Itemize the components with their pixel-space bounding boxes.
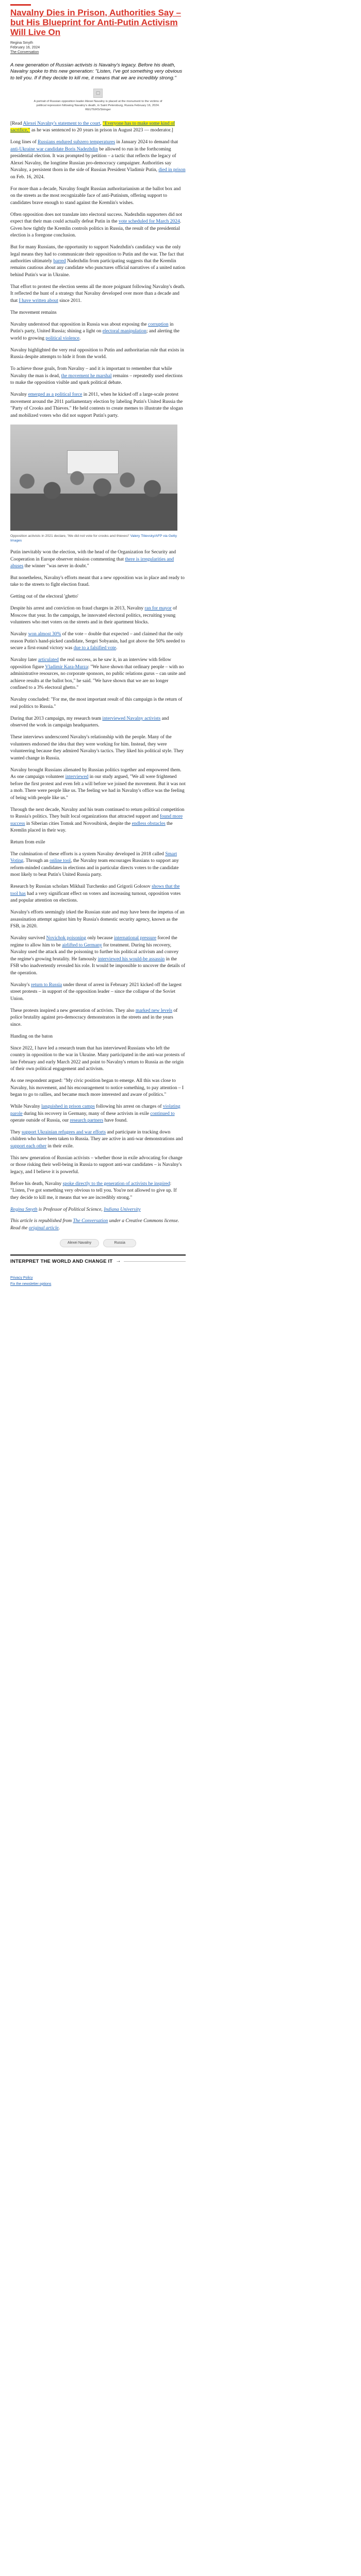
paragraph-text: have found. — [103, 1118, 128, 1123]
paragraph-text: on Feb. 16, 2024. — [10, 174, 45, 180]
paragraph-text: [Read — [10, 121, 23, 126]
paragraph-text: Before his death, Navalny — [10, 1181, 63, 1187]
paragraph-text: during his recovery in Germany, many of these activists in exile — [22, 1111, 151, 1116]
paragraph-text: Navalny understood that opposition in Russia was about exposing the — [10, 321, 149, 327]
article-column — [10, 0, 186, 1287]
body-paragraph — [10, 631, 186, 652]
paragraph-text: of the vote – double that expected – and claimed that the only reason Putin's hand-picked candidate, Sergei Sobyanin, had got above the 50% needed to secure a first-round victory was — [10, 632, 185, 651]
inline-link[interactable]: airlifted to Germany — [62, 942, 102, 948]
paragraph-text: since 2011. — [58, 298, 82, 303]
promo-divider — [10, 1255, 186, 1256]
lead-photo-caption: A portrait of Russian opposition leader Alexei Navalny is placed at the monument to the victims of political repression following Navalny's death, in Saint Petersburg, Russia February 16, 2024. REUTERS/Stringer — [34, 100, 162, 111]
promo-banner[interactable] — [10, 1258, 186, 1265]
paragraph-text: But for many Russians, the opportunity to support Nadezhdin's candidacy was the only legal means they had to communicate their opposition to Putin and the war. The fact that authorities ultimately — [10, 245, 184, 264]
body-paragraph — [10, 284, 186, 304]
body-paragraph — [10, 575, 186, 589]
footnote-mid: under a Creative Commons license. Read the — [10, 1218, 179, 1231]
paragraph-text: . — [116, 646, 118, 651]
protest-photo-caption — [10, 534, 186, 543]
paragraph-text: These interviews underscored Navalny's relationship with the people. Many of the volunteers endorsed the idea that they were working for him. Instead, they were volunteering because they admired Navalny's tactics. They liked his political style. They wanted change in Russia. — [10, 735, 184, 761]
protest-photo-caption-text: Opposition activists in 2021 declare, 'We did not vote for crooks and thieves!' — [10, 534, 130, 538]
paragraph-text: in 2011, when he kicked off a large-scale protest movement around the 2011 parliamentary election by labeling Putin's United Russia the "Party of Crooks and Thieves." He held contests to create memes to illustrate the slogan and mobilized voters who did not support Putin's party. — [10, 392, 183, 418]
inline-link[interactable]: barred — [53, 259, 66, 264]
body-paragraph — [10, 321, 186, 342]
body-paragraph — [10, 734, 186, 762]
body-paragraph — [10, 716, 186, 730]
privacy-policy-link[interactable]: Privacy Policy — [10, 1276, 33, 1280]
footnote-prefix: This article is republished from — [10, 1218, 73, 1224]
inline-link[interactable]: articulated — [38, 657, 59, 663]
paragraph-text: For more than a decade, Navalny fought Russian authoritarianism at the ballot box and on the streets as the most recognizable face of anti-Putinism, offering support to candidates brave enough to stand against the Kremlin's wishes. — [10, 186, 181, 206]
inline-link[interactable]: shows that the tool has — [10, 884, 180, 896]
paragraph-text: in our study argued, "We all were frightened before the first protest and even felt a will before we joined the movement. But it was not a mob. There were people like us. The feeling we had in Navalny's office was the feeling of being with people like us." — [10, 774, 186, 801]
republish-footnote — [10, 1218, 186, 1232]
paragraph-text: To achieve those goals, from Navalny – and it is important to remember that while Navalny the man is dead, — [10, 366, 172, 379]
body-paragraph — [10, 839, 186, 846]
paragraph-text: Through the next decade, Navalny and his team continued to return political competition to Russia's politics. They built local organizations that attracted support and — [10, 807, 185, 820]
promo-title[interactable]: INTERPRET THE WORLD AND CHANGE IT — [10, 1258, 113, 1264]
paragraph-text: : "We have shown that ordinary people – with no administrative resources, no corporate sponsors, no public relations gurus – can unite and achieve results at the ballot box," he said. "We have shown that we are no longer confined to a 3% electoral ghetto." — [10, 664, 186, 691]
paragraph-text: remains – repeatedly used elections to make the opposition visible and spark political debate. — [10, 373, 183, 386]
body-paragraph — [10, 366, 186, 386]
paragraph-text: Navalny brought Russians alienated by Russian politics together and empowered them. As one campaign volunteer — [10, 767, 182, 780]
inline-link[interactable]: interviewed Navalny activists — [102, 716, 161, 721]
paragraph-text: , — [100, 121, 103, 126]
footnote-end: . — [58, 1225, 60, 1231]
promo-rule — [124, 1261, 186, 1262]
paragraph-text: Putin inevitably won the election, with the head of the Organization for Security and Cooperation in Europe observer mission commenting that — [10, 550, 176, 562]
inline-link[interactable]: support each other — [10, 1143, 47, 1149]
paragraph-text: in January 2024 to demand that — [115, 140, 178, 145]
inline-link[interactable]: return to Russia — [30, 982, 62, 988]
lead-figure — [34, 89, 162, 112]
inline-link[interactable]: vote scheduled for March 2024 — [118, 219, 180, 225]
body-paragraph — [10, 212, 186, 240]
paragraph-text: Often opposition does not translate into electoral success. Nadezhdin supporters did not expect that their man could actually defeat Putin in the — [10, 212, 182, 225]
paragraph-text: , the Navalny team encourages Russians to support any reform-minded candidates in elections and in particular directs voters to the candidate most likely to beat Putin's United Russia party. — [10, 858, 179, 878]
tag-alexei-navalny[interactable]: Alexei Navalny — [60, 1239, 99, 1247]
paragraph-text: Navalny's efforts seemingly irked the Russian state and may have been the impetus of an assassination attempt against him by Russia's domestic security agency, known as the FSB, in 2020. — [10, 910, 185, 929]
body-paragraph — [10, 1008, 186, 1028]
inline-link[interactable]: the movement he marshal — [61, 373, 112, 379]
paragraph-text: ; and alerting the world to growing — [10, 329, 180, 341]
protest-crowd — [10, 469, 177, 531]
inline-link[interactable]: Vladimir Kara-Murza — [45, 664, 88, 670]
paragraph-text: of police brutality against pro-democracy demonstrators in the streets and in the years since. — [10, 1008, 178, 1027]
body-paragraph — [10, 1033, 186, 1040]
body-paragraph — [10, 884, 186, 904]
paragraph-text: Long lines of — [10, 140, 38, 145]
body-paragraph — [10, 935, 186, 977]
tag-russia[interactable]: Russia — [103, 1239, 136, 1247]
byline — [10, 41, 186, 55]
body-paragraph — [10, 1104, 186, 1124]
paragraph-text: had a very significant effect on voters and increasing turnout, opposition votes and popular attention on elections. — [10, 891, 181, 904]
section-label: Return from exile — [10, 840, 45, 845]
newsletter-options-link[interactable]: Fix the newsletter options — [10, 1282, 52, 1286]
inline-link[interactable]: interviewed his would-be assassin — [97, 956, 165, 962]
paragraph-text: These protests inspired a new generation of activists. They also — [10, 1008, 136, 1013]
paragraph-text: the winner "was never in doubt." — [23, 564, 89, 569]
paragraph-text: The culmination of these efforts is a system Navalny developed in 2018 called — [10, 852, 166, 857]
byline-date: February 16, 2024 — [10, 46, 40, 50]
body-paragraph — [10, 139, 186, 181]
inline-link[interactable]: violating parole — [10, 1104, 180, 1116]
inline-link[interactable]: "Everyone has to make some kind of sacrifice," — [10, 121, 175, 133]
lead-photo — [93, 89, 103, 98]
inline-link[interactable]: found more success — [10, 814, 183, 826]
paragraph-text: operate outside of Russia, our — [10, 1118, 70, 1123]
article-standfirst: A new generation of Russian activists is Navalny's legacy. Before his death, Navalny spoke to this new generation: "Listen, I've got something very obvious to tell you. If if they decide to kill me, it means that we are incredibly strong." — [10, 62, 183, 81]
body-paragraph — [10, 121, 186, 134]
section-label: Handing on the baton — [10, 1033, 53, 1039]
paragraph-text: under threat of arrest in February 2021 kicked off the largest street protests – in support of the opposition leader – since the collapse of the Soviet Union. — [10, 982, 182, 1002]
protest-photo-credit-link[interactable]: Valery Titievsky/AFP via Getty Images — [10, 534, 177, 543]
paragraph-text: following his arrest on charges of — [94, 1104, 163, 1110]
body-paragraph — [10, 1181, 186, 1201]
paragraph-text: in their exile. — [46, 1143, 74, 1149]
body-paragraph — [10, 549, 186, 570]
paragraph-text: That effort to protest the election seems all the more poignant following Navalny's death. It reflected the hunt of a strategy that Navalny developed over more than a decade and that — [10, 284, 185, 303]
inline-link[interactable]: Novichok poisoning — [46, 936, 86, 941]
paragraph-text: in Siberian cities Tomsk and Novosibirsk, despite the — [25, 821, 132, 826]
inline-link[interactable]: electoral manipulation — [102, 329, 146, 334]
inline-link[interactable]: languished in prison camps — [41, 1104, 95, 1110]
paragraph-text: Since 2022, I have led a research team that has interviewed Russians who left the country in opposition to the war in Ukraine. Many participated in the anti-war protests of late February and early March 2022 and point to Navalny's return to Russia as the origin of their own political engagement and activism. — [10, 1045, 185, 1072]
body-paragraph — [10, 347, 186, 361]
inline-link[interactable]: there is irregularities and abuses — [10, 556, 174, 569]
inline-link[interactable]: due to a falsified vote — [73, 646, 116, 651]
body-paragraph — [10, 1155, 186, 1176]
paragraph-text: : "Listen, I've got something very obvious to tell you. You're not allowed to give up. If they decide to kill me, it means that we are incredibly strong." — [10, 1181, 177, 1200]
article-body-top — [10, 121, 186, 419]
paragraph-text: for treatment. During his recovery, Navalny used the attack and the poisoning to further his political activism and convey the regime's growing brutality. He famously — [10, 942, 179, 962]
paragraph-text: only because — [86, 936, 114, 941]
footnote-school-link[interactable]: Indiana University — [104, 1207, 141, 1212]
inline-link[interactable]: international pressure — [114, 936, 157, 941]
paragraph-text: be allowed to run in the forthcoming presidential election. It was prompted by petition – a tactic that reflects the legacy of Alexei Navalny, the longtime Russian pro-democracy campaigner. Authorities say Navalny, a persistent thorn in the side of Russian President Vladimir Putin, — [10, 146, 176, 173]
paragraph-text: . Through an — [23, 858, 50, 864]
paragraph-text: Navalny's — [10, 982, 31, 988]
inline-link[interactable]: anti-Ukraine war candidate Boris Nadezhdin — [10, 146, 98, 152]
tag-list — [10, 1239, 186, 1247]
inline-link[interactable]: Smart Voting — [10, 852, 177, 864]
image-placeholder-icon: ▢ — [95, 90, 101, 96]
paragraph-text: Navalny concluded: "For me, the most important result of this campaign is the return of real politics to Russia." — [10, 697, 183, 709]
paragraph-text: and participate in tracking down children who have been taken to Russia. They are active in anti-war demonstrations and — [10, 1129, 183, 1142]
paragraph-text: . Given how tightly the Kremlin controls politics in Russia, the result of the presidential election is a foregone conclusion. — [10, 219, 182, 239]
paragraph-text: Navalny survived — [10, 936, 46, 941]
inline-link[interactable]: died in prison — [158, 167, 186, 173]
paragraph-text: This new generation of Russian activists – whether those in exile advocating for change or those risking their well-being in Russia to support anti-war candidates – is Navalny's legacy, and I believe it is powerful. — [10, 1155, 183, 1175]
paragraph-text: Navalny — [10, 392, 28, 398]
body-paragraph — [10, 807, 186, 835]
body-paragraph — [10, 909, 186, 930]
body-paragraph — [10, 1045, 186, 1073]
body-paragraph — [10, 244, 186, 279]
paragraph-text: of Moscow that year. In the campaign, he innovated electoral politics, recruiting young volunteers who met voters on the streets and in their apartment blocks. — [10, 606, 177, 625]
inline-link[interactable]: Alexei Navalny's statement to the court — [23, 121, 101, 126]
paragraph-text: During that 2013 campaign, my research team — [10, 716, 103, 721]
paragraph-text: the real success, as he saw it, in an interview with fellow opposition figure — [10, 657, 171, 670]
body-paragraph — [10, 605, 186, 626]
inline-link[interactable]: support Ukrainian refugees and war efforts — [21, 1129, 106, 1135]
brand-bar — [10, 4, 31, 6]
paragraph-text: forced the regime to allow him to be — [10, 936, 177, 948]
inline-link[interactable]: interviewed — [65, 774, 89, 780]
author-footnote — [10, 1207, 186, 1213]
inline-link[interactable]: research partners — [70, 1118, 104, 1123]
paragraph-text: Navalny highlighted the very real opposition to Putin and authoritarian rule that exists in Russia despite attempts to hide it from the world. — [10, 347, 184, 360]
inline-link[interactable]: online tool — [50, 858, 71, 864]
paragraph-text: As one respondent argued: "My civic position began to emerge. All this was close to Navalny, his movement, and his encouragement to notice something, to pay attention – I began to go to rallies, and became much more interested and aware of politics." — [10, 1078, 184, 1098]
body-paragraph — [10, 697, 186, 710]
inline-link[interactable]: emerged as a political force — [28, 392, 83, 398]
protest-photo — [10, 425, 177, 531]
footnote-source-link[interactable]: The Conversation — [73, 1218, 108, 1224]
paragraph-text: They — [10, 1129, 22, 1135]
body-paragraph — [10, 310, 186, 316]
inline-link[interactable]: Russians endured subzero temperatures — [38, 140, 116, 145]
body-paragraph — [10, 1129, 186, 1150]
footnote-role: is Professor of Political Science, — [37, 1207, 104, 1212]
paragraph-text: in the FSB who inadvertently revealed his role. It would be impossible to uncover the details of the operation. — [10, 956, 186, 976]
inline-link[interactable]: endless obstacles — [132, 821, 166, 826]
body-paragraph — [10, 657, 186, 691]
section-label: Getting out of the electoral 'ghetto' — [10, 594, 78, 600]
inline-link[interactable]: I have written about — [19, 298, 58, 303]
inline-link[interactable]: won almost 30% — [28, 632, 61, 637]
paragraph-text: Navalny later — [10, 657, 38, 663]
footnote-original-link[interactable]: original article — [28, 1225, 59, 1231]
inline-link[interactable]: political violence — [45, 335, 80, 341]
section-label: The movement remains — [10, 310, 57, 315]
body-paragraph — [10, 594, 186, 600]
paragraph-text: While Navalny — [10, 1104, 42, 1110]
paragraph-text: in Putin's party, United Russia; shining a light on — [10, 321, 174, 334]
body-paragraph — [10, 982, 186, 1003]
paragraph-text: Navalny — [10, 632, 28, 637]
inline-link[interactable]: marked new levels — [135, 1008, 173, 1013]
article-headline[interactable]: Navalny Dies in Prison, Authorities Say – but His Blueprint for Anti-Putin Activism Will Live On — [10, 8, 181, 38]
paragraph-text: But nonetheless, Navalny's efforts meant that a new opposition was in place and ready to take to the streets to fight election fraud. — [10, 575, 185, 588]
paragraph-text: and observed the work in campaign headquarters. — [10, 716, 169, 728]
body-paragraph — [10, 1078, 186, 1098]
body-paragraph — [10, 851, 186, 879]
paragraph-text: Despite his arrest and conviction on fraud charges in 2013, Navalny — [10, 606, 145, 612]
byline-source-link[interactable]: The Conversation — [10, 50, 39, 55]
body-paragraph — [10, 767, 186, 802]
inline-link[interactable]: continued to — [150, 1111, 175, 1116]
inline-link[interactable]: spoke directly to the generation of activists he inspired — [62, 1181, 170, 1187]
article-body-bottom — [10, 549, 186, 1201]
paragraph-text: Research by Russian scholars Mikhail Turchenko and Grigorii Golosov — [10, 884, 152, 890]
footnote-author-link[interactable]: Regina Smyth — [10, 1207, 38, 1212]
inline-link[interactable]: ran for mayor — [144, 606, 172, 612]
footer-links — [10, 1275, 186, 1286]
body-paragraph — [10, 392, 186, 419]
paragraph-text: Nadezhdin from participating suggests that the Kremlin remains cautious about any candidate who punctures official narratives of a united nation behind Putin's war in Ukraine. — [10, 259, 186, 278]
paragraph-text: . — [79, 335, 81, 341]
body-paragraph — [10, 186, 186, 207]
arrow-right-icon[interactable]: → — [116, 1258, 121, 1264]
paragraph-text: the Kremlin placed in their way. — [10, 821, 173, 834]
paragraph-text: as he was sentenced to 20 years in prison in August 2023 — moderator.] — [30, 128, 173, 133]
inline-link[interactable]: corruption — [148, 321, 169, 327]
byline-author: Regina Smyth — [10, 41, 33, 45]
